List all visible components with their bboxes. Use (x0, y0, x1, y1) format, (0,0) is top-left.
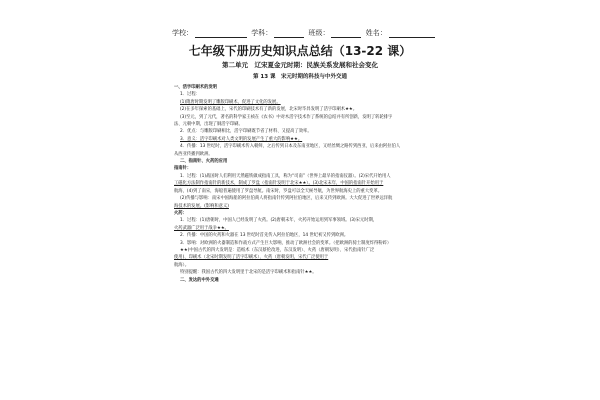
body-line: 1．过程： (180, 92, 200, 98)
lesson-title: 第 13 课 宋元时期的科技与中外交通 (253, 74, 347, 80)
unit-title: 第二单元 辽宋夏金元时期：民族关系发展和社会变化 (222, 61, 378, 69)
document-title: 七年级下册历史知识点总结（13-22 课） (188, 44, 412, 58)
subject-label: 学科： (251, 29, 273, 37)
body-line: (3)至元，到了元代，著名的科学家王祯在《农书》中对木活字技术作了系统的总结并有所创新，发明了转轮排字 (180, 114, 393, 120)
name-blank[interactable] (389, 30, 435, 38)
body-line: 法、元朝中期，出现了铜活字印刷。 (174, 122, 243, 128)
document-body (174, 84, 436, 284)
body-line: 海技术的发展。(影响和意义) (174, 203, 229, 209)
class-blank[interactable] (331, 30, 361, 38)
body-line: 航海）。 (174, 262, 190, 268)
body-line: 3．影响：对欧洲的火器制造和作战方式产生巨大影响，推动了欧洲社会的变革。（把欧洲的骑士制度炸得粉碎） (180, 240, 392, 246)
body-line: 使用)、印刷术（北宋时期发明了活字印刷术）、火药（唐朝发明，宋代广泛使用于 (174, 255, 329, 261)
school-blank[interactable] (195, 30, 247, 38)
student-info-row (172, 28, 437, 38)
body-line: 2．优点：与雕版印刷相比，活字印刷既节省了材料、又提高了效率。 (180, 129, 312, 135)
body-line: 4．传播：13 世纪时，活字印刷术传入朝鲜，之后传到日本及东南亚地区，又经丝绸之路传到西亚，后来由阿拉伯人 (180, 144, 401, 150)
body-line: (1)隋唐时期发明了雕版印刷术，促进了文化的发展。 (180, 99, 281, 105)
body-line: (2)在多年探索的基础上，宋代的印刷技术有了新的发展，北宋时毕昇发明了活字印刷术★★。 (180, 107, 358, 113)
body-line: (2)传播与影响：南宋中国海船的阿拉伯商人将指南针传到阿拉伯地区，后来又传到欧洲。大大促进了世界远洋航 (180, 196, 393, 202)
subsection-heading: 火药： (174, 210, 187, 216)
section-heading: 二、发达的中外交通 (180, 277, 219, 283)
body-line: 1．过程：(1)唐朝时，中国人已经发明了火药。(2)唐朝末年，火药开始运用到军事领域。(3)宋元时期， (180, 218, 378, 224)
school-label: 学校： (172, 29, 193, 37)
body-line: 航海，(4)到了南宋，海船普遍使用了罗盘导航。南宋时，罗盘可以全天候导航，为世界航海史上的重大变革。 (174, 188, 383, 194)
body-line: 从西亚传播到欧洲。 (174, 151, 213, 157)
subsection-heading: 指南针： (174, 166, 192, 172)
body-line: 2．传播：中国的火药和火器在 13 世纪时首先传入阿拉伯地区，14 世纪初又传到欧洲。 (180, 233, 349, 239)
section-heading: 二、指南针、火药的应用 (180, 159, 228, 165)
body-line: 1．过程：(1)战国时人们利用天然磁铁做成指南工具，称为“司南”（世界上最早的指南仪器）。(2)宋代开始用人 (180, 173, 391, 179)
section-heading: 一、活字印刷术的发明 (174, 85, 217, 90)
name-label: 姓名： (365, 29, 387, 37)
body-line: 特别提醒：我国古代的四大发明里于北宋的是活字印刷术和指南针★★。 (180, 270, 317, 276)
body-line: 火药武器广泛用于战争★★。 (174, 225, 229, 231)
body-line: 3．意义：活字印刷术对人类文明的发展产生了重大的影响★★。 (180, 136, 303, 142)
body-line: 工磁化方法制作指南针的新技术，制成了罗盘（指南针发明于北宋★★）。(3)北宋末年，中国的指南针开始用于 (174, 181, 384, 187)
subject-blank[interactable] (274, 30, 304, 38)
class-label: 班级： (308, 29, 330, 37)
document-page (150, 0, 450, 400)
body-line: ★★(中国古代的四大发明是：造纸术（东汉蔡伦改进，东汉发明）、火药（唐朝发明）、宋代指南针广泛 (180, 247, 375, 253)
